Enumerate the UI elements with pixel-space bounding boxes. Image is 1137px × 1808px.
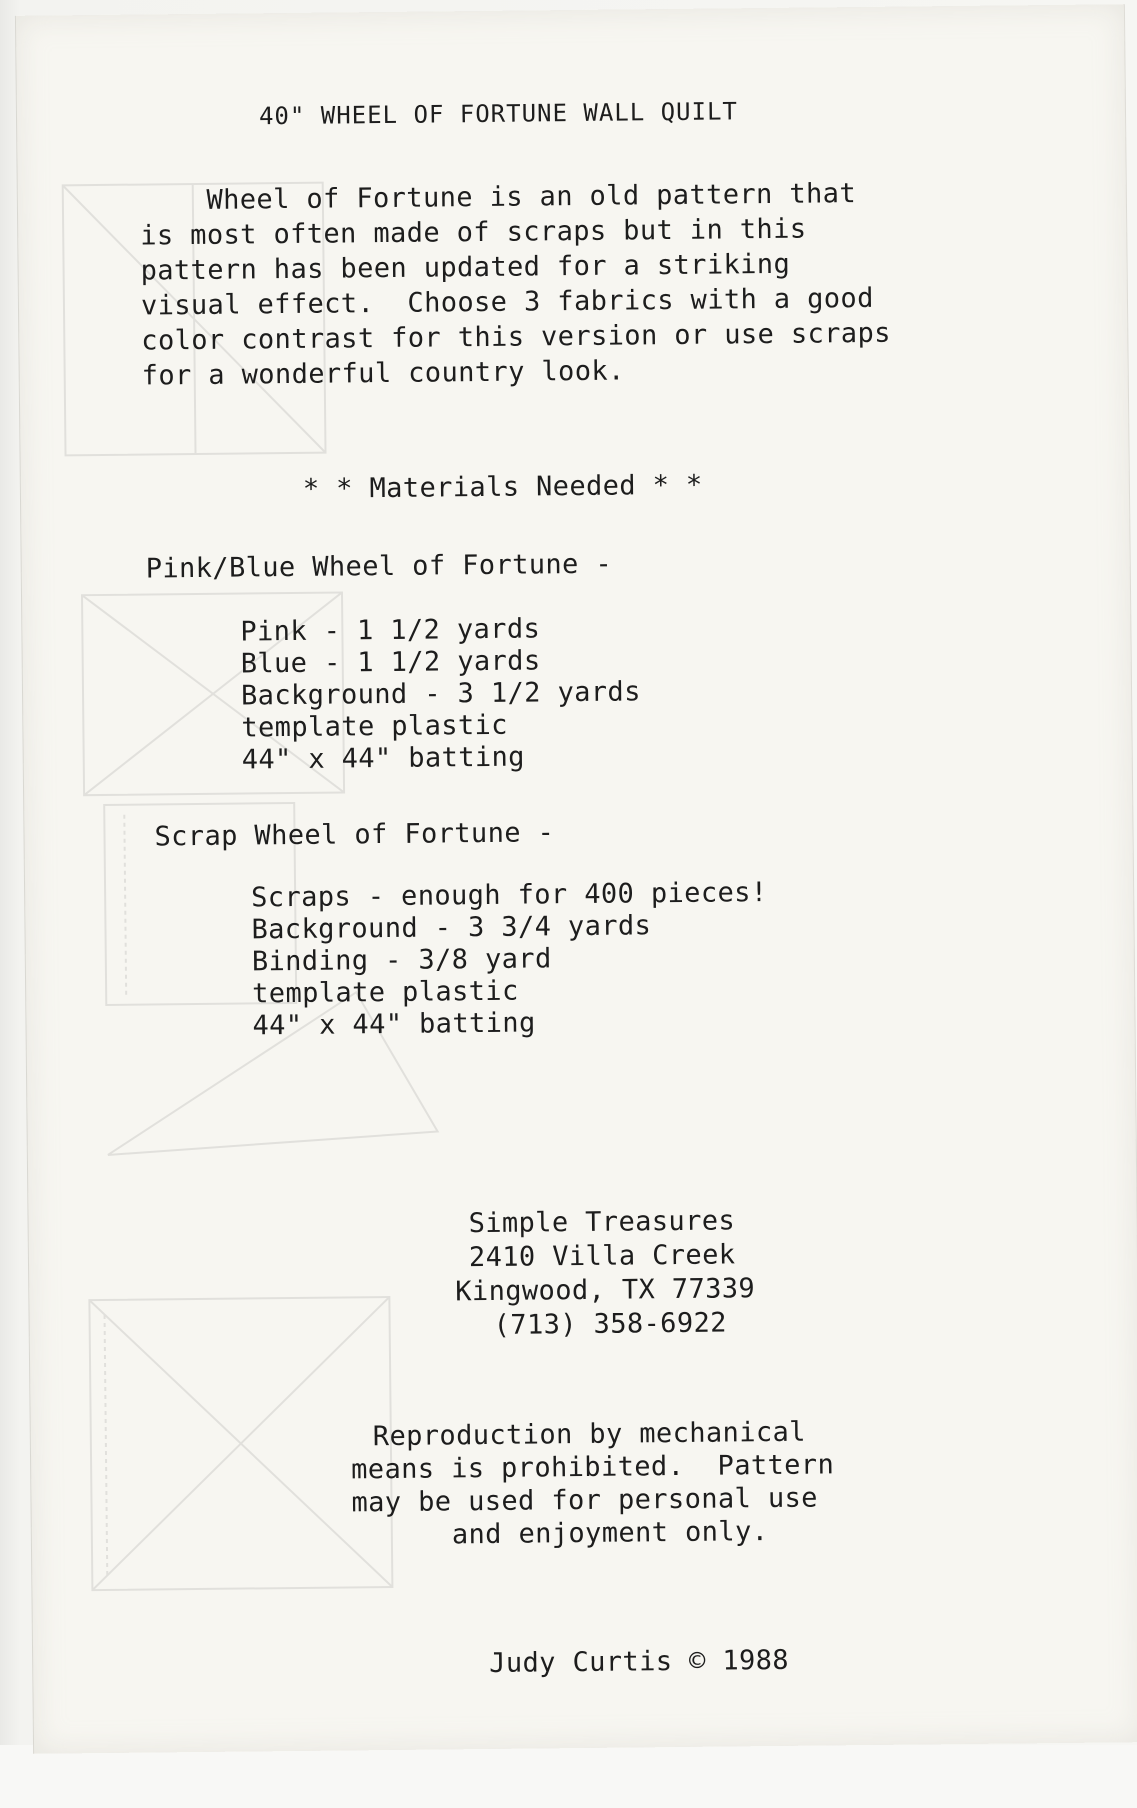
material-item: Background - 3 1/2 yards: [240, 676, 641, 712]
notice-line-4: and enjoyment only.: [451, 1516, 769, 1551]
material-item: template plastic: [241, 709, 509, 744]
intro-line-1: Wheel of Fortune is an old pattern that: [139, 178, 857, 217]
intro-line-5: color contrast for this version or use scraps: [141, 317, 891, 357]
material-item: template plastic: [252, 975, 519, 1010]
author-copyright: Judy Curtis © 1988: [489, 1644, 790, 1679]
material-item: Binding - 3/8 yard: [251, 943, 552, 978]
material-item: 44" x 44" batting: [252, 1007, 536, 1042]
section-heading-scrap: Scrap Wheel of Fortune -: [154, 817, 555, 853]
notice-line-2: means is prohibited. Pattern: [351, 1449, 835, 1486]
sleeve-bottom: [0, 1745, 1137, 1808]
notice-line-1: Reproduction by mechanical: [372, 1416, 807, 1453]
intro-line-4: visual effect. Choose 3 fabrics with a good: [140, 282, 874, 322]
section-heading-pink-blue: Pink/Blue Wheel of Fortune -: [145, 548, 613, 585]
intro-line-6: for a wonderful country look.: [141, 355, 625, 392]
intro-line-3: pattern has been updated for a striking: [140, 248, 791, 287]
page-title: 40" WHEEL OF FORTUNE WALL QUILT: [258, 97, 739, 131]
pattern-page: [15, 4, 1137, 1754]
material-item: Blue - 1 1/2 yards: [240, 645, 541, 680]
material-item: Scraps - enough for 400 pieces!: [251, 877, 768, 914]
notice-line-3: may be used for personal use: [351, 1482, 819, 1519]
materials-heading: * * Materials Needed * *: [302, 469, 703, 505]
address-line-1: Simple Treasures: [468, 1205, 736, 1240]
address-line-4: (713) 358-6922: [493, 1307, 728, 1341]
address-line-3: Kingwood, TX 77339: [455, 1273, 756, 1308]
pattern-text: [16, 4, 1137, 1754]
material-item: Pink - 1 1/2 yards: [240, 613, 541, 648]
address-line-2: 2410 Villa Creek: [468, 1239, 736, 1274]
material-item: Background - 3 3/4 yards: [251, 910, 652, 946]
material-item: 44" x 44" batting: [241, 741, 526, 776]
intro-line-2: is most often made of scraps but in this: [140, 213, 807, 252]
